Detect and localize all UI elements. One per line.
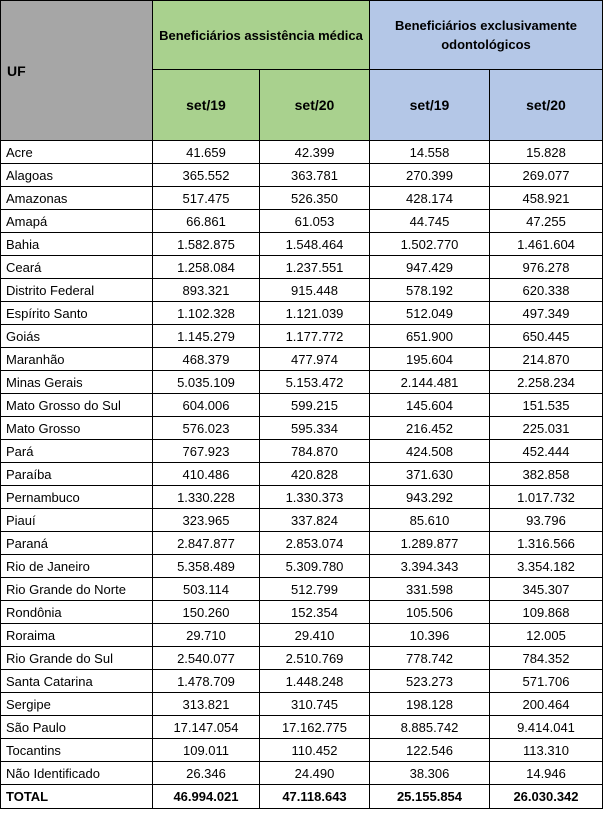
dental-set19-cell: 195.604 [370, 348, 490, 371]
medical-set20-cell: 915.448 [260, 279, 370, 302]
medical-set20-cell: 152.354 [260, 601, 370, 624]
dental-set19-cell: 38.306 [370, 762, 490, 785]
medical-set19-cell: 1.478.709 [153, 670, 260, 693]
medical-set20-header: set/20 [260, 70, 370, 141]
dental-set20-cell: 650.445 [490, 325, 603, 348]
uf-cell: Roraima [1, 624, 153, 647]
medical-set20-cell: 29.410 [260, 624, 370, 647]
medical-set20-cell: 1.448.248 [260, 670, 370, 693]
table-row [1, 394, 603, 417]
dental-set19-cell: 651.900 [370, 325, 490, 348]
table-row [1, 302, 603, 325]
medical-set20-cell: 512.799 [260, 578, 370, 601]
medical-set19-cell: 365.552 [153, 164, 260, 187]
medical-set19-cell: 576.023 [153, 417, 260, 440]
dental-set19-cell: 523.273 [370, 670, 490, 693]
uf-cell: Rio de Janeiro [1, 555, 153, 578]
table-row [1, 325, 603, 348]
medical-group-header: Beneficiários assistência médica [153, 1, 370, 70]
table-row [1, 463, 603, 486]
dental-set19-cell: 428.174 [370, 187, 490, 210]
uf-cell: Alagoas [1, 164, 153, 187]
table-row [1, 739, 603, 762]
medical-set19-cell: 1.330.228 [153, 486, 260, 509]
uf-header: UF [1, 1, 153, 141]
medical-set20-cell: 595.334 [260, 417, 370, 440]
dental-set20-cell: 2.258.234 [490, 371, 603, 394]
medical-set19-cell: 313.821 [153, 693, 260, 716]
dental-set19-cell: 122.546 [370, 739, 490, 762]
medical-set19-cell: 503.114 [153, 578, 260, 601]
medical-set19-cell: 323.965 [153, 509, 260, 532]
dental-set19-cell: 331.598 [370, 578, 490, 601]
dental-set19-cell: 10.396 [370, 624, 490, 647]
table-row [1, 647, 603, 670]
total-row [1, 785, 603, 809]
table-row [1, 624, 603, 647]
dental-set19-cell: 44.745 [370, 210, 490, 233]
uf-cell: Sergipe [1, 693, 153, 716]
uf-cell: Amapá [1, 210, 153, 233]
medical-set20-cell: 42.399 [260, 141, 370, 164]
dental-set20-cell: 47.255 [490, 210, 603, 233]
medical-set20-cell: 310.745 [260, 693, 370, 716]
medical-set20-cell: 363.781 [260, 164, 370, 187]
dental-set20-cell: 1.461.604 [490, 233, 603, 256]
medical-set20-cell: 784.870 [260, 440, 370, 463]
medical-set20-cell: 1.177.772 [260, 325, 370, 348]
medical-set20-cell: 337.824 [260, 509, 370, 532]
medical-set20-cell: 5.153.472 [260, 371, 370, 394]
medical-set20-cell: 47.118.643 [260, 785, 370, 809]
dental-set19-cell: 1.289.877 [370, 532, 490, 555]
dental-set20-cell: 345.307 [490, 578, 603, 601]
medical-set19-header: set/19 [153, 70, 260, 141]
dental-set20-cell: 1.017.732 [490, 486, 603, 509]
medical-set19-cell: 29.710 [153, 624, 260, 647]
medical-set19-cell: 2.540.077 [153, 647, 260, 670]
uf-cell: Santa Catarina [1, 670, 153, 693]
uf-cell: Rio Grande do Norte [1, 578, 153, 601]
dental-set19-header: set/19 [370, 70, 490, 141]
medical-set19-cell: 41.659 [153, 141, 260, 164]
medical-set19-cell: 2.847.877 [153, 532, 260, 555]
uf-cell: São Paulo [1, 716, 153, 739]
table-row [1, 279, 603, 302]
medical-set20-cell: 61.053 [260, 210, 370, 233]
medical-set20-cell: 477.974 [260, 348, 370, 371]
uf-cell: Ceará [1, 256, 153, 279]
uf-cell: Bahia [1, 233, 153, 256]
dental-set19-cell: 8.885.742 [370, 716, 490, 739]
uf-cell: Amazonas [1, 187, 153, 210]
medical-set19-cell: 66.861 [153, 210, 260, 233]
medical-set19-cell: 1.582.875 [153, 233, 260, 256]
dental-set19-cell: 1.502.770 [370, 233, 490, 256]
dental-set19-cell: 3.394.343 [370, 555, 490, 578]
dental-set20-cell: 382.858 [490, 463, 603, 486]
medical-set19-cell: 893.321 [153, 279, 260, 302]
dental-set19-cell: 216.452 [370, 417, 490, 440]
dental-set19-cell: 198.128 [370, 693, 490, 716]
uf-cell: Goiás [1, 325, 153, 348]
table-row [1, 417, 603, 440]
medical-set19-cell: 1.258.084 [153, 256, 260, 279]
medical-set20-cell: 2.853.074 [260, 532, 370, 555]
medical-set19-cell: 767.923 [153, 440, 260, 463]
medical-set19-cell: 150.260 [153, 601, 260, 624]
medical-set20-cell: 1.330.373 [260, 486, 370, 509]
medical-set20-cell: 1.237.551 [260, 256, 370, 279]
table-row [1, 371, 603, 394]
medical-set19-cell: 468.379 [153, 348, 260, 371]
dental-set20-cell: 497.349 [490, 302, 603, 325]
dental-set19-cell: 424.508 [370, 440, 490, 463]
dental-set20-cell: 93.796 [490, 509, 603, 532]
table-body [1, 141, 603, 809]
table-row [1, 440, 603, 463]
uf-cell: Mato Grosso do Sul [1, 394, 153, 417]
dental-set20-header: set/20 [490, 70, 603, 141]
dental-set20-cell: 151.535 [490, 394, 603, 417]
uf-cell: Acre [1, 141, 153, 164]
dental-set19-cell: 270.399 [370, 164, 490, 187]
dental-set20-cell: 3.354.182 [490, 555, 603, 578]
table-row [1, 578, 603, 601]
table-row [1, 693, 603, 716]
dental-set19-cell: 2.144.481 [370, 371, 490, 394]
dental-set20-cell: 9.414.041 [490, 716, 603, 739]
dental-set20-cell: 200.464 [490, 693, 603, 716]
table-row [1, 509, 603, 532]
dental-set19-cell: 85.610 [370, 509, 490, 532]
table-row [1, 762, 603, 785]
medical-set19-cell: 109.011 [153, 739, 260, 762]
dental-set20-cell: 620.338 [490, 279, 603, 302]
uf-cell: Minas Gerais [1, 371, 153, 394]
dental-set19-cell: 14.558 [370, 141, 490, 164]
medical-set20-cell: 24.490 [260, 762, 370, 785]
medical-set20-cell: 599.215 [260, 394, 370, 417]
medical-set19-cell: 410.486 [153, 463, 260, 486]
table-row [1, 601, 603, 624]
dental-set20-cell: 571.706 [490, 670, 603, 693]
dental-set20-cell: 109.868 [490, 601, 603, 624]
uf-cell: Rio Grande do Sul [1, 647, 153, 670]
dental-set19-cell: 578.192 [370, 279, 490, 302]
medical-set20-cell: 1.121.039 [260, 302, 370, 325]
table-row [1, 256, 603, 279]
table-row [1, 670, 603, 693]
medical-set19-cell: 604.006 [153, 394, 260, 417]
dental-set20-cell: 12.005 [490, 624, 603, 647]
table-row [1, 164, 603, 187]
dental-set20-cell: 1.316.566 [490, 532, 603, 555]
medical-set19-cell: 1.145.279 [153, 325, 260, 348]
uf-cell: Não Identificado [1, 762, 153, 785]
table-row [1, 486, 603, 509]
medical-set19-cell: 46.994.021 [153, 785, 260, 809]
dental-set20-cell: 269.077 [490, 164, 603, 187]
table-row [1, 716, 603, 739]
table-row [1, 555, 603, 578]
medical-set19-cell: 517.475 [153, 187, 260, 210]
dental-set20-cell: 14.946 [490, 762, 603, 785]
dental-set19-cell: 145.604 [370, 394, 490, 417]
table-row [1, 348, 603, 371]
uf-cell: Maranhão [1, 348, 153, 371]
dental-set20-cell: 458.921 [490, 187, 603, 210]
medical-set19-cell: 5.358.489 [153, 555, 260, 578]
uf-cell: TOTAL [1, 785, 153, 809]
dental-set19-cell: 943.292 [370, 486, 490, 509]
dental-set20-cell: 452.444 [490, 440, 603, 463]
dental-group-header: Beneficiários exclusivamente odontológicos [370, 1, 603, 70]
medical-set19-cell: 17.147.054 [153, 716, 260, 739]
dental-set19-cell: 778.742 [370, 647, 490, 670]
uf-cell: Paraná [1, 532, 153, 555]
dental-set20-cell: 784.352 [490, 647, 603, 670]
table-row [1, 187, 603, 210]
medical-set20-cell: 420.828 [260, 463, 370, 486]
dental-set19-cell: 947.429 [370, 256, 490, 279]
dental-set20-cell: 113.310 [490, 739, 603, 762]
medical-set20-cell: 2.510.769 [260, 647, 370, 670]
medical-set19-cell: 1.102.328 [153, 302, 260, 325]
dental-set20-cell: 15.828 [490, 141, 603, 164]
medical-set20-cell: 5.309.780 [260, 555, 370, 578]
dental-set19-cell: 512.049 [370, 302, 490, 325]
table-row [1, 210, 603, 233]
uf-cell: Rondônia [1, 601, 153, 624]
medical-set20-cell: 17.162.775 [260, 716, 370, 739]
uf-cell: Espírito Santo [1, 302, 153, 325]
medical-set20-cell: 1.548.464 [260, 233, 370, 256]
table-row [1, 141, 603, 164]
uf-cell: Paraíba [1, 463, 153, 486]
uf-cell: Pará [1, 440, 153, 463]
medical-set20-cell: 526.350 [260, 187, 370, 210]
dental-set19-cell: 371.630 [370, 463, 490, 486]
dental-set19-cell: 105.506 [370, 601, 490, 624]
uf-cell: Mato Grosso [1, 417, 153, 440]
uf-cell: Pernambuco [1, 486, 153, 509]
uf-cell: Distrito Federal [1, 279, 153, 302]
dental-set20-cell: 976.278 [490, 256, 603, 279]
dental-set20-cell: 26.030.342 [490, 785, 603, 809]
medical-set19-cell: 26.346 [153, 762, 260, 785]
dental-set20-cell: 214.870 [490, 348, 603, 371]
medical-set20-cell: 110.452 [260, 739, 370, 762]
table-row [1, 532, 603, 555]
uf-cell: Tocantins [1, 739, 153, 762]
dental-set20-cell: 225.031 [490, 417, 603, 440]
medical-set19-cell: 5.035.109 [153, 371, 260, 394]
uf-cell: Piauí [1, 509, 153, 532]
dental-set19-cell: 25.155.854 [370, 785, 490, 809]
table-row [1, 233, 603, 256]
